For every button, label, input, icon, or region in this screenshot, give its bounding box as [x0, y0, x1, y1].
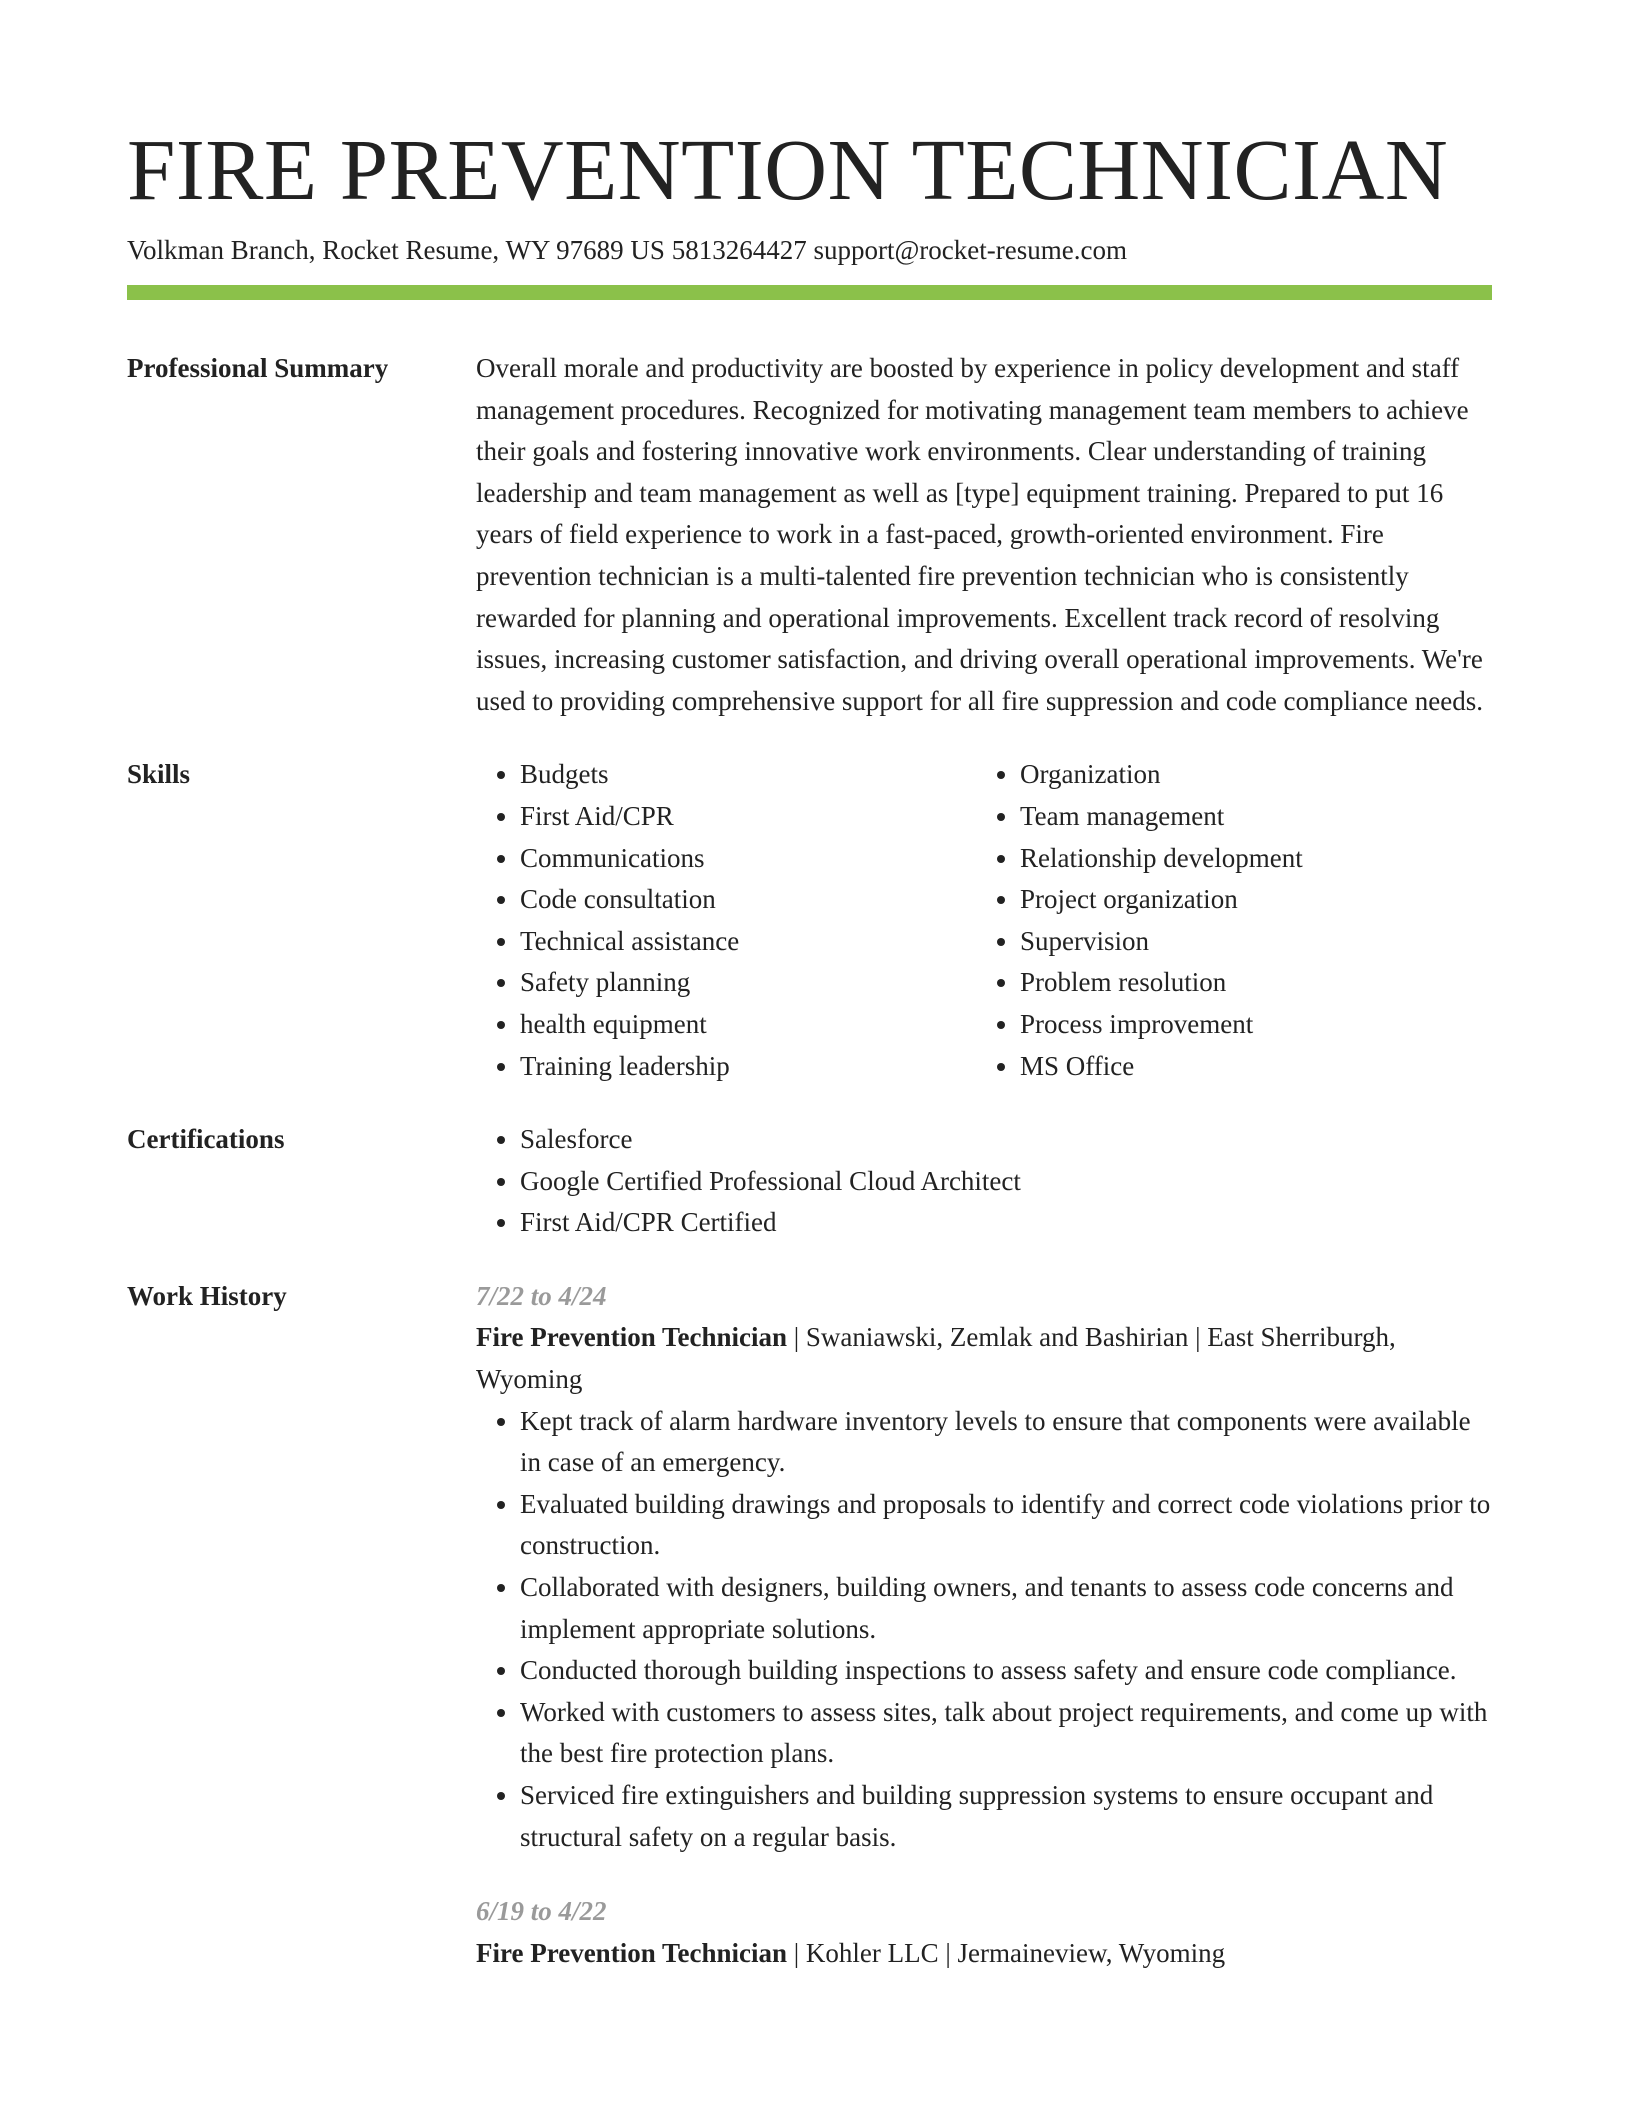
skills-section — [127, 754, 1492, 1087]
skill-item: • Project organization — [1020, 879, 1476, 921]
job-bullet: • Kept track of alarm hardware inventory levels to ensure that components were available in case of an emergency. — [520, 1401, 1492, 1484]
job-bullets — [476, 1401, 1492, 1859]
certification-item: • Google Certified Professional Cloud Architect — [520, 1161, 1492, 1203]
job-title: Fire Prevention Technician — [476, 1937, 788, 1968]
skill-item: • Team management — [1020, 796, 1476, 838]
job-bullet: • Conducted thorough building inspections to assess safety and ensure code compliance. — [520, 1650, 1492, 1692]
job-header — [476, 1317, 1492, 1400]
skill-item: • Technical assistance — [520, 921, 976, 963]
skill-item: • Code consultation — [520, 879, 976, 921]
summary-section — [127, 348, 1492, 722]
section-heading-summary: Professional Summary — [127, 353, 389, 383]
skill-item: • Problem resolution — [1020, 962, 1476, 1004]
skill-item: • Training leadership — [520, 1046, 976, 1088]
job-entry — [476, 1276, 1492, 1858]
section-heading-certifications: Certifications — [127, 1124, 285, 1155]
job-header — [476, 1933, 1492, 1975]
certification-item: • First Aid/CPR Certified — [520, 1202, 1492, 1244]
skills-column-right — [976, 754, 1476, 1087]
skill-item: • Supervision — [1020, 921, 1476, 963]
work-history-section — [127, 1276, 1492, 1975]
skill-item: • Organization — [1020, 754, 1476, 796]
skill-item: • First Aid/CPR — [520, 796, 976, 838]
job-title: Fire Prevention Technician — [476, 1322, 788, 1353]
skill-item: • Safety planning — [520, 962, 976, 1004]
contact-line: Volkman Branch, Rocket Resume, WY 97689 US 5813264427 support@rocket-resume.com — [127, 235, 1127, 265]
resume-title: FIRE PREVENTION TECHNICIAN — [127, 121, 1449, 218]
job-details: | Kohler LLC | Jermaineview, Wyoming — [787, 1937, 1226, 1968]
skill-item: • Process improvement — [1020, 1004, 1476, 1046]
job-entry — [476, 1891, 1492, 1974]
section-heading-skills: Skills — [127, 759, 191, 790]
certification-item: • Salesforce — [520, 1119, 1492, 1161]
job-bullet: • Worked with customers to assess sites, talk about project requirements, and come up with the best fire protection plans. — [520, 1692, 1492, 1775]
section-heading-work-history: Work History — [127, 1280, 287, 1311]
job-dates: 7/22 to 4/24 — [476, 1280, 607, 1311]
resume-page — [127, 118, 1492, 1974]
skill-item: • Communications — [520, 838, 976, 880]
skill-item: • MS Office — [1020, 1046, 1476, 1088]
job-bullet: • Collaborated with designers, building owners, and tenants to assess code concerns and implement appropriate solutions. — [520, 1567, 1492, 1650]
summary-text: Overall morale and productivity are boosted by experience in policy development and staff management procedures. Recognized for motivating management team members to achieve their goals and fostering innovative work environments. Clear understanding of training leadership and team management as well as [type] equipment training. Prepared to put 16 years of field experience to work in a fast-paced, growth-oriented environment. Fire prevention technician is a multi-talented fire prevention technician who is consistently rewarded for planning and operational improvements. Excellent track record of resolving issues, increasing customer satisfaction, and driving overall operational improvements. We're used to providing comprehensive support for all fire suppression and code compliance needs. — [476, 353, 1483, 716]
skill-item: • health equipment — [520, 1004, 976, 1046]
skill-item: • Budgets — [520, 754, 976, 796]
job-bullet: • Evaluated building drawings and proposals to identify and correct code violations prior to construction. — [520, 1484, 1492, 1567]
skills-column-left — [476, 754, 976, 1087]
accent-divider — [127, 285, 1492, 300]
skill-item: • Relationship development — [1020, 838, 1476, 880]
job-dates: 6/19 to 4/22 — [476, 1896, 607, 1927]
job-details: | Swaniawski, Zemlak and Bashirian | East Sherriburgh, Wyoming — [476, 1322, 1396, 1395]
certifications-section — [127, 1119, 1492, 1244]
job-bullet: • Serviced fire extinguishers and building suppression systems to ensure occupant and structural safety on a regular basis. — [520, 1775, 1492, 1858]
